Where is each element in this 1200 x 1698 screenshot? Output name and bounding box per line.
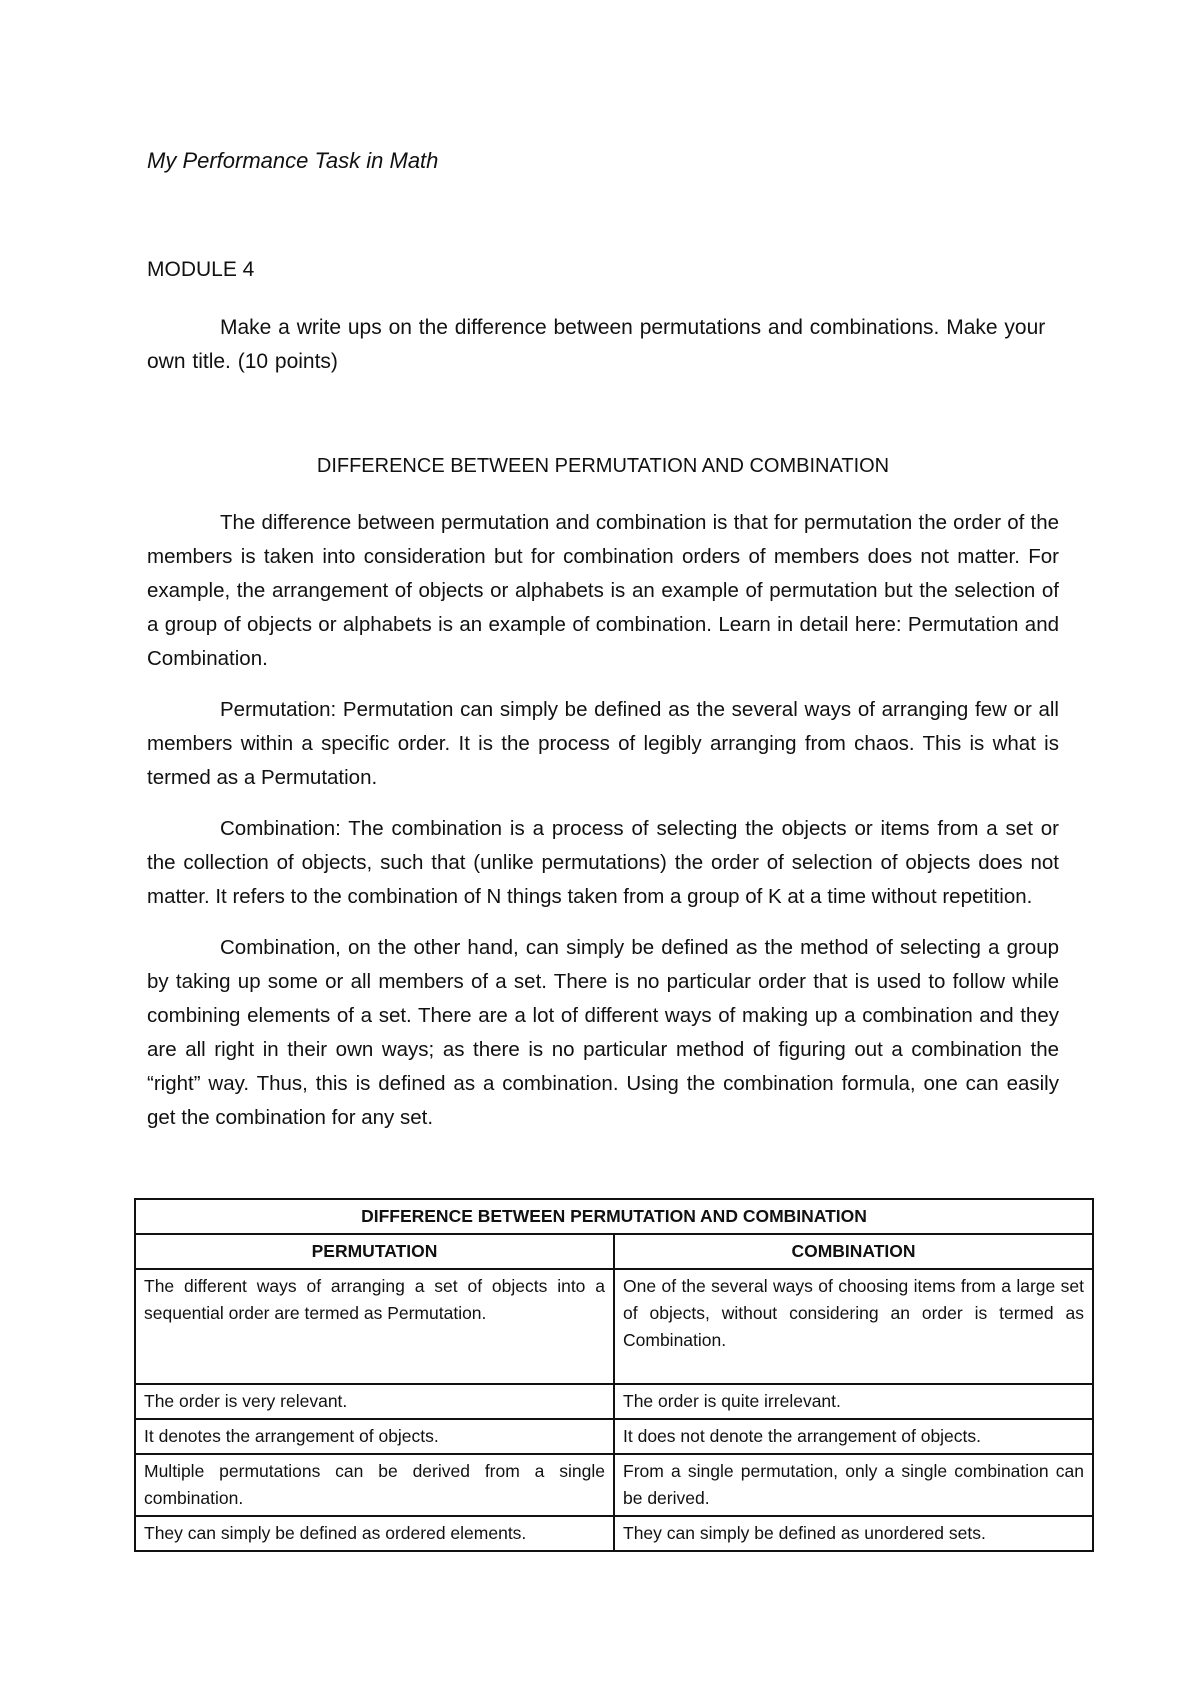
module-heading: MODULE 4	[147, 258, 255, 281]
table-cell: One of the several ways of choosing items from a large set of objects, without considering an order is termed as Combination.	[614, 1269, 1093, 1384]
paragraph-difference: The difference between permutation and combination is that for permutation the order of the members is taken into consideration but for combination orders of members does not matter. For example, the arrangement of objects or alphabets is an example of permutation but the selection of a group of objects or alphabets is an example of combination. Learn in detail here: Permutation and Combination.	[147, 511, 1059, 670]
table-cell: It does not denote the arrangement of objects.	[614, 1419, 1093, 1454]
table-cell: The order is very relevant.	[135, 1384, 614, 1419]
paragraph-permutation: Permutation: Permutation can simply be defined as the several ways of arranging few or all members within a specific order. It is the process of legibly arranging from chaos. This is what is termed as a Permutation.	[147, 698, 1059, 789]
table-row	[135, 1419, 1093, 1454]
table-row	[135, 1454, 1093, 1516]
column-header-permutation: PERMUTATION	[135, 1234, 614, 1269]
paragraph-combination: Combination: The combination is a process of selecting the objects or items from a set or the collection of objects, such that (unlike permutations) the order of selection of objects does not matter. It refers to the combination of N things taken from a group of K at a time without repetition.	[147, 817, 1059, 908]
document-title: My Performance Task in Math	[147, 148, 439, 173]
table-row	[135, 1269, 1093, 1384]
body-text	[147, 506, 1059, 1152]
table-cell: They can simply be defined as unordered sets.	[614, 1516, 1093, 1551]
table-row	[135, 1384, 1093, 1419]
task-instructions: Make a write ups on the difference between permutations and combinations. Make your own title. (10 points)	[147, 316, 1046, 373]
table-cell: The different ways of arranging a set of objects into a sequential order are termed as Permutation.	[135, 1269, 614, 1384]
table-title-row	[135, 1199, 1093, 1234]
comparison-table	[134, 1198, 1094, 1552]
table-cell: From a single permutation, only a single combination can be derived.	[614, 1454, 1093, 1516]
column-header-combination: COMBINATION	[614, 1234, 1093, 1269]
paragraph-combination-other: Combination, on the other hand, can simply be defined as the method of selecting a group by taking up some or all members of a set. There is no particular order that is used to follow while combining elements of a set. There are a lot of different ways of making up a combination and they are all right in their own ways; as there is no particular method of figuring out a combination the “right” way. Thus, this is defined as a combination. Using the combination formula, one can easily get the combination for any set.	[147, 936, 1059, 1129]
table-cell: They can simply be defined as ordered elements.	[135, 1516, 614, 1551]
table-cell: It denotes the arrangement of objects.	[135, 1419, 614, 1454]
section-heading: DIFFERENCE BETWEEN PERMUTATION AND COMBINATION	[316, 455, 890, 477]
table-title: DIFFERENCE BETWEEN PERMUTATION AND COMBINATION	[135, 1199, 1093, 1234]
table-row	[135, 1516, 1093, 1551]
table-cell: Multiple permutations can be derived from a single combination.	[135, 1454, 614, 1516]
table-header-row	[135, 1234, 1093, 1269]
table-cell: The order is quite irrelevant.	[614, 1384, 1093, 1419]
